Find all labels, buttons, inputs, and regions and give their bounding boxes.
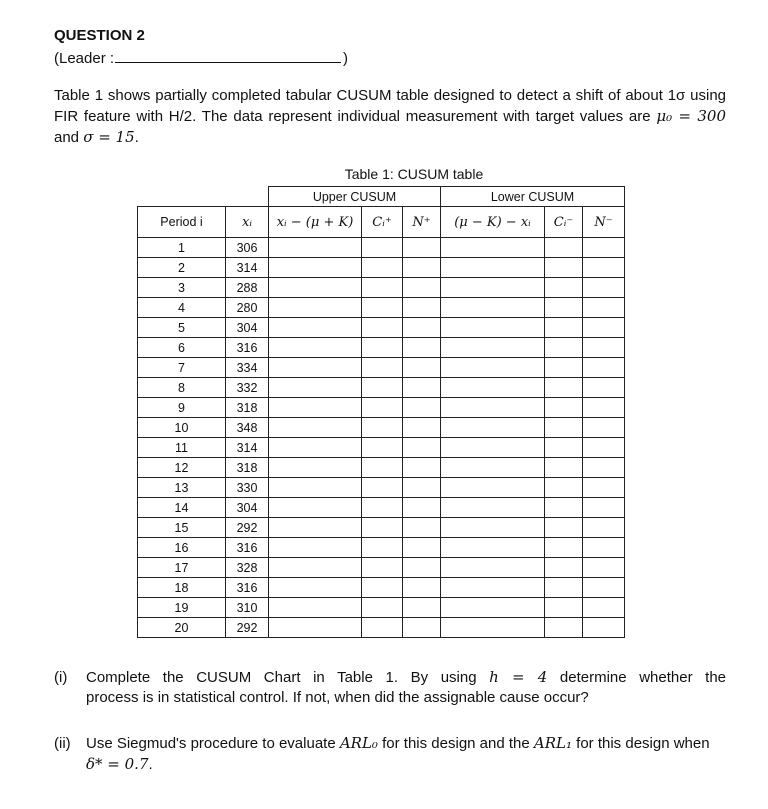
question-i-text-b: determine whether the bbox=[547, 669, 727, 686]
upper-cusum-header: Upper CUSUM bbox=[269, 187, 441, 207]
x-cell: 318 bbox=[226, 398, 269, 418]
table-row bbox=[138, 518, 625, 538]
question-ii-text-c: for this design when bbox=[572, 735, 710, 752]
header-empty bbox=[138, 187, 226, 207]
x-cell: 314 bbox=[226, 438, 269, 458]
blank-cell bbox=[269, 518, 362, 538]
period-cell: 2 bbox=[138, 258, 226, 278]
blank-cell bbox=[545, 278, 583, 298]
table-row bbox=[138, 238, 625, 258]
blank-cell bbox=[441, 538, 545, 558]
blank-cell bbox=[441, 478, 545, 498]
x-cell: 292 bbox=[226, 518, 269, 538]
blank-cell bbox=[362, 518, 403, 538]
leader-suffix: ) bbox=[343, 50, 349, 67]
arl1: ARL₁ bbox=[533, 734, 572, 752]
blank-cell bbox=[583, 398, 625, 418]
blank-cell bbox=[545, 518, 583, 538]
blank-cell bbox=[269, 418, 362, 438]
blank-cell bbox=[403, 598, 441, 618]
blank-cell bbox=[545, 418, 583, 438]
blank-cell bbox=[403, 438, 441, 458]
mu0-value: μ₀ = 300 bbox=[656, 107, 726, 125]
col-n-minus: N⁻ bbox=[583, 207, 625, 238]
table-row bbox=[138, 478, 625, 498]
blank-cell bbox=[545, 378, 583, 398]
blank-cell bbox=[269, 338, 362, 358]
period-cell: 12 bbox=[138, 458, 226, 478]
blank-cell bbox=[362, 338, 403, 358]
blank-cell bbox=[362, 438, 403, 458]
blank-cell bbox=[441, 238, 545, 258]
table-caption: Table 1: CUSUM table bbox=[344, 166, 484, 182]
x-cell: 314 bbox=[226, 258, 269, 278]
blank-cell bbox=[545, 478, 583, 498]
table-row bbox=[138, 398, 625, 418]
blank-cell bbox=[362, 458, 403, 478]
blank-cell bbox=[441, 338, 545, 358]
blank-cell bbox=[269, 398, 362, 418]
blank-cell bbox=[362, 578, 403, 598]
blank-cell bbox=[545, 498, 583, 518]
blank-cell bbox=[403, 578, 441, 598]
blank-cell bbox=[583, 458, 625, 478]
blank-cell bbox=[362, 318, 403, 338]
col-c-minus: Cᵢ⁻ bbox=[545, 207, 583, 238]
blank-cell bbox=[583, 358, 625, 378]
blank-cell bbox=[545, 238, 583, 258]
period-cell: 7 bbox=[138, 358, 226, 378]
blank-cell bbox=[441, 358, 545, 378]
blank-cell bbox=[441, 518, 545, 538]
intro-text: Table 1 shows partially completed tabular CUSUM table designed to detect a shift of about 1σ using FIR feature with H/2. The data represent individual measurement with target values are bbox=[54, 87, 726, 125]
x-cell: 318 bbox=[226, 458, 269, 478]
blank-cell bbox=[441, 398, 545, 418]
blank-cell bbox=[269, 318, 362, 338]
period-cell: 20 bbox=[138, 618, 226, 638]
period-cell: 5 bbox=[138, 318, 226, 338]
blank-cell bbox=[403, 618, 441, 638]
col-upper-diff: xᵢ − (μ + K) bbox=[269, 207, 362, 238]
blank-cell bbox=[583, 438, 625, 458]
blank-cell bbox=[545, 258, 583, 278]
blank-cell bbox=[441, 618, 545, 638]
blank-cell bbox=[362, 398, 403, 418]
blank-cell bbox=[441, 598, 545, 618]
period-cell: 18 bbox=[138, 578, 226, 598]
blank-cell bbox=[545, 578, 583, 598]
blank-cell bbox=[269, 438, 362, 458]
intro-paragraph bbox=[54, 86, 726, 148]
blank-cell bbox=[441, 378, 545, 398]
blank-cell bbox=[441, 498, 545, 518]
blank-cell bbox=[269, 618, 362, 638]
blank-cell bbox=[362, 358, 403, 378]
h-value: h = 4 bbox=[489, 668, 548, 686]
delta-value: δ* = 0.7 bbox=[86, 755, 149, 773]
blank-cell bbox=[362, 418, 403, 438]
blank-cell bbox=[441, 458, 545, 478]
blank-cell bbox=[583, 518, 625, 538]
question-title: QUESTION 2 bbox=[54, 27, 145, 44]
blank-cell bbox=[362, 478, 403, 498]
period-cell: 15 bbox=[138, 518, 226, 538]
col-x: xᵢ bbox=[226, 207, 269, 238]
blank-cell bbox=[403, 458, 441, 478]
blank-cell bbox=[583, 338, 625, 358]
blank-cell bbox=[441, 418, 545, 438]
question-ii-text-a: Use Siegmud's procedure to evaluate bbox=[86, 735, 340, 752]
blank-cell bbox=[545, 298, 583, 318]
x-cell: 288 bbox=[226, 278, 269, 298]
question-i-label: (i) bbox=[54, 669, 68, 686]
x-cell: 280 bbox=[226, 298, 269, 318]
blank-cell bbox=[545, 338, 583, 358]
blank-cell bbox=[362, 498, 403, 518]
intro-and: and bbox=[54, 129, 84, 146]
blank-cell bbox=[403, 518, 441, 538]
blank-cell bbox=[362, 618, 403, 638]
table-row bbox=[138, 318, 625, 338]
blank-cell bbox=[583, 538, 625, 558]
x-cell: 348 bbox=[226, 418, 269, 438]
blank-cell bbox=[583, 278, 625, 298]
blank-cell bbox=[441, 438, 545, 458]
blank-cell bbox=[269, 498, 362, 518]
blank-cell bbox=[403, 498, 441, 518]
blank-cell bbox=[403, 398, 441, 418]
blank-cell bbox=[269, 378, 362, 398]
table-row bbox=[138, 418, 625, 438]
blank-cell bbox=[545, 538, 583, 558]
question-ii-end: . bbox=[148, 756, 153, 773]
table-row bbox=[138, 598, 625, 618]
arl0: ARL₀ bbox=[339, 734, 378, 752]
question-i bbox=[54, 667, 726, 708]
period-cell: 13 bbox=[138, 478, 226, 498]
blank-cell bbox=[545, 438, 583, 458]
blank-cell bbox=[403, 558, 441, 578]
blank-cell bbox=[403, 318, 441, 338]
question-i-text-c: process is in statistical control. If not, when did the assignable cause occur? bbox=[86, 689, 589, 706]
blank-cell bbox=[583, 418, 625, 438]
blank-cell bbox=[583, 298, 625, 318]
cusum-table bbox=[137, 186, 625, 638]
blank-cell bbox=[403, 538, 441, 558]
intro-end: . bbox=[134, 129, 139, 146]
blank-cell bbox=[583, 618, 625, 638]
table-row bbox=[138, 358, 625, 378]
blank-cell bbox=[403, 278, 441, 298]
blank-cell bbox=[269, 598, 362, 618]
blank-cell bbox=[362, 538, 403, 558]
blank-cell bbox=[403, 258, 441, 278]
x-cell: 316 bbox=[226, 538, 269, 558]
blank-cell bbox=[269, 458, 362, 478]
blank-cell bbox=[403, 418, 441, 438]
period-cell: 14 bbox=[138, 498, 226, 518]
blank-cell bbox=[583, 558, 625, 578]
sigma-value: σ = 15 bbox=[83, 128, 135, 146]
blank-cell bbox=[441, 578, 545, 598]
blank-cell bbox=[583, 498, 625, 518]
period-cell: 8 bbox=[138, 378, 226, 398]
blank-cell bbox=[362, 278, 403, 298]
blank-cell bbox=[269, 538, 362, 558]
table-row bbox=[138, 618, 625, 638]
question-ii-text-b: for this design and the bbox=[377, 735, 534, 752]
blank-cell bbox=[403, 338, 441, 358]
x-cell: 330 bbox=[226, 478, 269, 498]
blank-cell bbox=[403, 298, 441, 318]
table-row bbox=[138, 498, 625, 518]
period-cell: 1 bbox=[138, 238, 226, 258]
blank-cell bbox=[545, 598, 583, 618]
x-cell: 306 bbox=[226, 238, 269, 258]
blank-cell bbox=[545, 618, 583, 638]
col-n-plus: N⁺ bbox=[403, 207, 441, 238]
blank-cell bbox=[403, 378, 441, 398]
table-row bbox=[138, 258, 625, 278]
question-i-text-a: Complete the CUSUM Chart in Table 1. By using bbox=[86, 669, 490, 686]
blank-cell bbox=[403, 358, 441, 378]
blank-cell bbox=[545, 318, 583, 338]
blank-cell bbox=[545, 558, 583, 578]
blank-cell bbox=[269, 558, 362, 578]
leader-blank bbox=[115, 48, 341, 63]
blank-cell bbox=[269, 238, 362, 258]
blank-cell bbox=[583, 258, 625, 278]
leader-prefix: (Leader : bbox=[54, 50, 115, 67]
table-row bbox=[138, 558, 625, 578]
x-cell: 328 bbox=[226, 558, 269, 578]
header-empty bbox=[226, 187, 269, 207]
period-cell: 6 bbox=[138, 338, 226, 358]
col-period: Period i bbox=[138, 207, 226, 238]
blank-cell bbox=[441, 298, 545, 318]
blank-cell bbox=[545, 458, 583, 478]
blank-cell bbox=[441, 278, 545, 298]
x-cell: 310 bbox=[226, 598, 269, 618]
period-cell: 19 bbox=[138, 598, 226, 618]
blank-cell bbox=[362, 598, 403, 618]
blank-cell bbox=[545, 358, 583, 378]
blank-cell bbox=[269, 478, 362, 498]
table-row bbox=[138, 338, 625, 358]
blank-cell bbox=[583, 478, 625, 498]
x-cell: 332 bbox=[226, 378, 269, 398]
leader-line bbox=[54, 48, 348, 67]
blank-cell bbox=[545, 398, 583, 418]
table-row bbox=[138, 298, 625, 318]
period-cell: 3 bbox=[138, 278, 226, 298]
blank-cell bbox=[362, 238, 403, 258]
blank-cell bbox=[362, 558, 403, 578]
blank-cell bbox=[583, 578, 625, 598]
x-cell: 334 bbox=[226, 358, 269, 378]
col-lower-diff: (μ − K) − xᵢ bbox=[441, 207, 545, 238]
table-row bbox=[138, 278, 625, 298]
period-cell: 10 bbox=[138, 418, 226, 438]
blank-cell bbox=[269, 578, 362, 598]
period-cell: 9 bbox=[138, 398, 226, 418]
blank-cell bbox=[583, 318, 625, 338]
period-cell: 16 bbox=[138, 538, 226, 558]
blank-cell bbox=[441, 318, 545, 338]
table-row bbox=[138, 378, 625, 398]
x-cell: 316 bbox=[226, 338, 269, 358]
blank-cell bbox=[583, 598, 625, 618]
blank-cell bbox=[362, 258, 403, 278]
period-cell: 4 bbox=[138, 298, 226, 318]
table-row bbox=[138, 458, 625, 478]
blank-cell bbox=[269, 298, 362, 318]
blank-cell bbox=[403, 238, 441, 258]
blank-cell bbox=[269, 258, 362, 278]
period-cell: 11 bbox=[138, 438, 226, 458]
table-row bbox=[138, 438, 625, 458]
blank-cell bbox=[583, 378, 625, 398]
blank-cell bbox=[269, 278, 362, 298]
lower-cusum-header: Lower CUSUM bbox=[441, 187, 625, 207]
col-c-plus: Cᵢ⁺ bbox=[362, 207, 403, 238]
x-cell: 304 bbox=[226, 498, 269, 518]
blank-cell bbox=[441, 258, 545, 278]
question-ii bbox=[54, 733, 726, 775]
blank-cell bbox=[583, 238, 625, 258]
blank-cell bbox=[362, 298, 403, 318]
blank-cell bbox=[362, 378, 403, 398]
question-ii-label: (ii) bbox=[54, 735, 71, 752]
x-cell: 304 bbox=[226, 318, 269, 338]
table-row bbox=[138, 578, 625, 598]
x-cell: 316 bbox=[226, 578, 269, 598]
table-row bbox=[138, 538, 625, 558]
blank-cell bbox=[269, 358, 362, 378]
blank-cell bbox=[441, 558, 545, 578]
period-cell: 17 bbox=[138, 558, 226, 578]
x-cell: 292 bbox=[226, 618, 269, 638]
blank-cell bbox=[403, 478, 441, 498]
